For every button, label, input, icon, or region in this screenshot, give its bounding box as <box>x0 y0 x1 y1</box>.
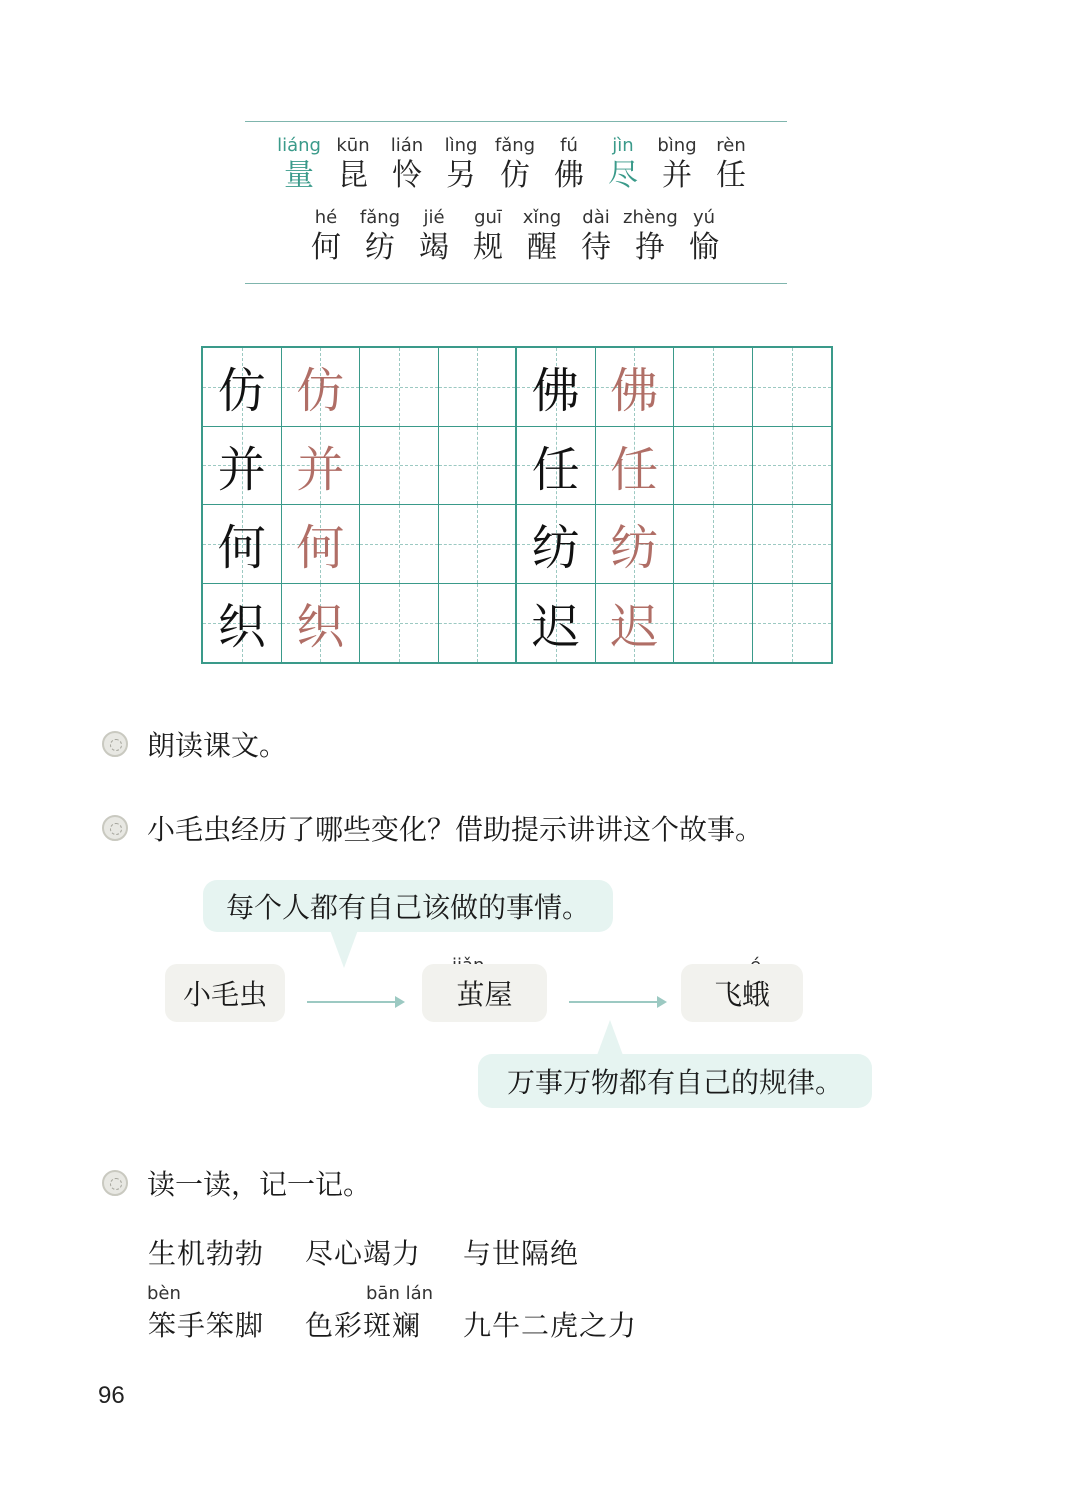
idiom: 笨手笨脚 <box>148 1309 265 1342</box>
vocab-character: 另 <box>446 158 476 193</box>
grid-cell <box>674 505 753 584</box>
vocab-character: 并 <box>662 158 692 193</box>
grid-cell <box>360 348 439 427</box>
vocab-character: 挣 <box>635 230 665 265</box>
vocab-item <box>650 134 704 194</box>
stage-label: 茧屋 <box>456 978 513 1011</box>
vocab-top-rule <box>245 121 787 122</box>
model-character: 仿 <box>217 363 266 420</box>
vocab-item <box>434 134 488 194</box>
grid-cell <box>517 584 596 663</box>
vocab-item <box>299 206 353 266</box>
model-character: 纺 <box>531 520 580 577</box>
vocab-item <box>623 206 677 266</box>
grid-cell <box>203 584 282 663</box>
exercise-3-text: 读一读，记一记。 <box>147 1168 372 1201</box>
vocab-pinyin: jié <box>423 207 445 228</box>
trace-character: 何 <box>296 520 345 577</box>
vocab-character: 仿 <box>500 158 530 193</box>
idiom-pinyin: bān lán <box>366 1283 434 1304</box>
vocab-character: 量 <box>284 158 314 193</box>
grid-cell <box>360 584 439 663</box>
grid-cell <box>753 505 832 584</box>
grid-cell <box>203 348 282 427</box>
vocab-item <box>272 134 326 194</box>
vocab-item <box>515 206 569 266</box>
exercise-1-text: 朗读课文。 <box>147 729 288 762</box>
vocab-item <box>569 206 623 266</box>
trace-character: 并 <box>296 441 345 498</box>
grid-cell <box>753 348 832 427</box>
grid-cell <box>282 505 361 584</box>
grid-cell <box>439 505 518 584</box>
vocab-pinyin: jìn <box>612 135 634 156</box>
exercise-bullet-icon <box>102 731 128 757</box>
vocab-row-2 <box>299 206 731 266</box>
vocab-character: 何 <box>311 230 341 265</box>
vocab-item <box>542 134 596 194</box>
grid-cell <box>753 427 832 506</box>
grid-cell <box>517 348 596 427</box>
grid-cell <box>439 348 518 427</box>
trace-character: 仿 <box>296 363 345 420</box>
writing-grid <box>201 346 833 664</box>
vocab-item <box>488 134 542 194</box>
model-character: 并 <box>217 441 266 498</box>
vocab-item <box>704 134 758 194</box>
vocab-pinyin: guī <box>474 207 502 228</box>
grid-cell <box>674 584 753 663</box>
vocab-pinyin: fǎng <box>359 207 401 228</box>
trace-character: 纺 <box>610 520 659 577</box>
grid-cell <box>517 427 596 506</box>
trace-character: 任 <box>610 441 659 498</box>
flow-arrow-icon <box>569 1001 665 1003</box>
vocab-pinyin: xǐng <box>522 207 562 228</box>
hint-bubble-bottom: 万事万物都有自己的规律。 <box>478 1054 872 1108</box>
vocab-character: 纺 <box>365 230 395 265</box>
grid-cell <box>360 505 439 584</box>
model-character: 迟 <box>531 599 580 656</box>
vocab-pinyin: fǎng <box>494 135 536 156</box>
model-character: 任 <box>531 441 580 498</box>
trace-character: 佛 <box>610 363 659 420</box>
trace-character: 织 <box>296 599 345 656</box>
vocab-pinyin: liáng <box>277 135 321 156</box>
stage-label: 小毛虫 <box>182 978 267 1011</box>
vocab-pinyin: rèn <box>716 135 746 156</box>
stage-box-caterpillar <box>165 964 285 1022</box>
vocab-pinyin: yú <box>692 207 716 228</box>
vocab-item <box>407 206 461 266</box>
grid-cell <box>282 348 361 427</box>
vocab-pinyin: bìng <box>657 135 697 156</box>
vocab-character: 怜 <box>392 158 422 193</box>
vocab-character: 尽 <box>608 158 638 193</box>
page-number: 96 <box>98 1382 125 1409</box>
vocab-character: 佛 <box>554 158 584 193</box>
grid-cell <box>282 584 361 663</box>
idiom-pinyin: bèn <box>147 1283 181 1304</box>
vocab-item <box>353 206 407 266</box>
stage-box-moth <box>681 964 803 1022</box>
vocab-pinyin: fú <box>560 135 578 156</box>
idiom: 九牛二虎之力 <box>463 1309 638 1342</box>
grid-cell <box>674 427 753 506</box>
hint-bubble-bottom-tail <box>596 1020 624 1058</box>
vocab-item <box>326 134 380 194</box>
model-character: 佛 <box>531 363 580 420</box>
idiom: 生机勃勃 <box>148 1237 265 1270</box>
stage-label: 飞蛾 <box>713 978 770 1011</box>
stage-box-cocoon <box>422 964 547 1022</box>
grid-cell <box>439 427 518 506</box>
vocab-pinyin: zhèng <box>623 207 678 228</box>
vocab-character: 愉 <box>689 230 719 265</box>
grid-cell <box>360 427 439 506</box>
grid-cell <box>596 427 675 506</box>
vocab-character: 醒 <box>527 230 557 265</box>
trace-character: 迟 <box>610 599 659 656</box>
grid-cell <box>203 505 282 584</box>
vocab-pinyin: dài <box>582 207 610 228</box>
exercise-bullet-icon <box>102 1170 128 1196</box>
vocab-character: 任 <box>716 158 746 193</box>
grid-cell <box>596 505 675 584</box>
grid-cell <box>203 427 282 506</box>
flow-arrow-icon <box>307 1001 403 1003</box>
vocab-pinyin: lìng <box>444 135 478 156</box>
model-character: 织 <box>217 599 266 656</box>
hint-bubble-top-tail <box>330 930 358 968</box>
hint-bubble-top: 每个人都有自己该做的事情。 <box>203 880 613 932</box>
idiom: 色彩斑斓 <box>305 1309 422 1342</box>
vocab-pinyin: lián <box>390 135 424 156</box>
vocab-item <box>461 206 515 266</box>
vocab-character: 昆 <box>338 158 368 193</box>
grid-cell <box>596 584 675 663</box>
vocab-item <box>677 206 731 266</box>
idiom: 与世隔绝 <box>463 1237 580 1270</box>
vocab-pinyin: hé <box>314 207 338 228</box>
vocab-item <box>596 134 650 194</box>
vocab-row-1 <box>272 134 758 194</box>
model-character: 何 <box>217 520 266 577</box>
grid-cell <box>596 348 675 427</box>
exercise-2-text: 小毛虫经历了哪些变化？借助提示讲讲这个故事。 <box>147 813 764 846</box>
vocab-item <box>380 134 434 194</box>
exercise-bullet-icon <box>102 815 128 841</box>
grid-cell <box>517 505 596 584</box>
vocab-character: 待 <box>581 230 611 265</box>
grid-cell <box>753 584 832 663</box>
grid-cell <box>674 348 753 427</box>
vocab-bottom-rule <box>245 283 787 284</box>
vocab-character: 竭 <box>419 230 449 265</box>
grid-cell <box>282 427 361 506</box>
idiom: 尽心竭力 <box>305 1237 422 1270</box>
vocab-pinyin: kūn <box>336 135 370 156</box>
grid-cell <box>439 584 518 663</box>
vocab-character: 规 <box>473 230 503 265</box>
